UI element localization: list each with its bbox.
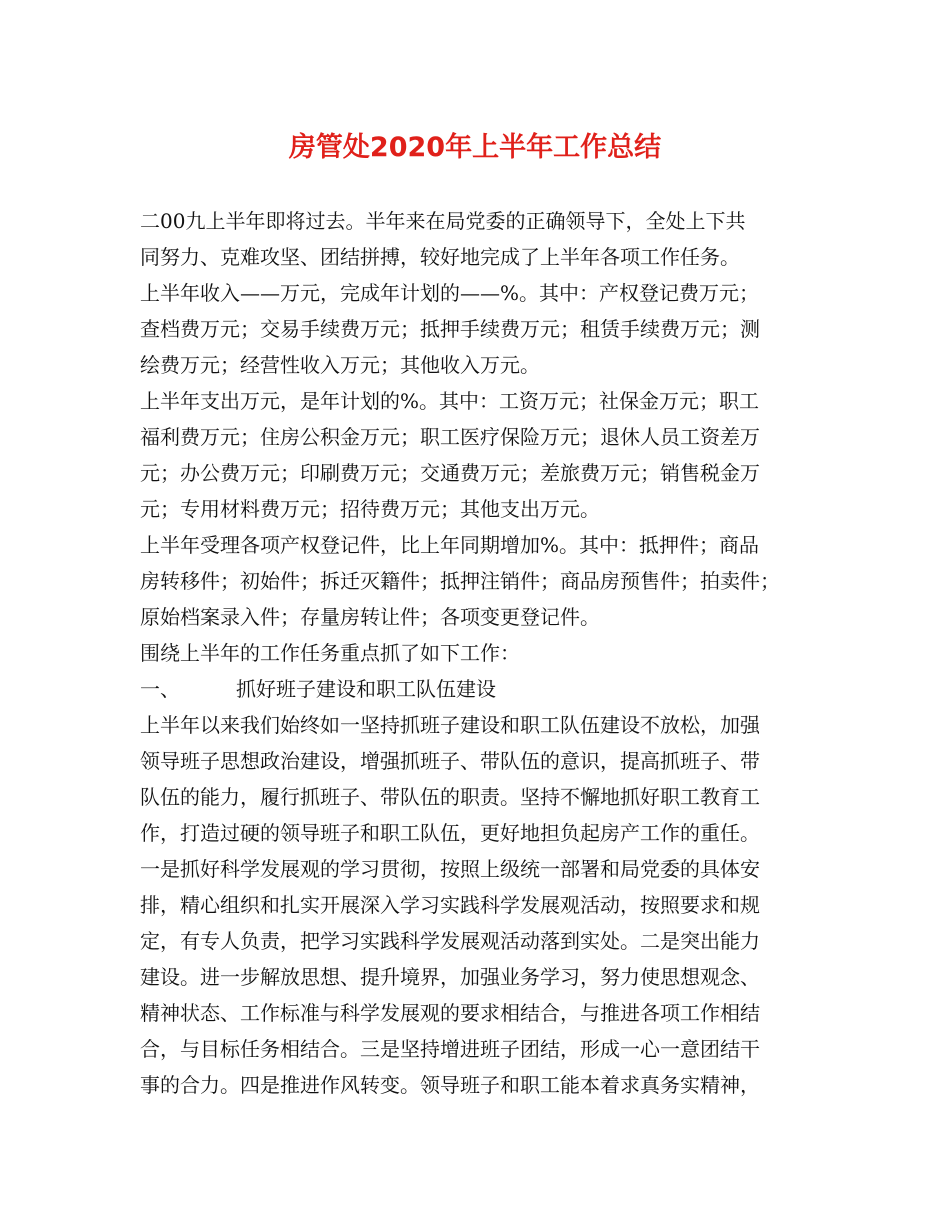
text-line: 上半年支出万元，是年计划的%。其中：工资万元；社保金万元；职工 <box>140 389 760 413</box>
text-line: 二00九上半年即将过去。半年来在局党委的正确领导下，全处上下共 <box>140 209 746 233</box>
text-line: 房转移件；初始件；拆迁灭籍件；抵押注销件；商品房预售件；拍卖件； <box>140 569 780 593</box>
text-line: 合，与目标任务相结合。三是坚持增进班子团结，形成一心一意团结干 <box>140 1037 760 1061</box>
text-line: 上半年收入——万元，完成年计划的——%。其中：产权登记费万元； <box>140 281 760 305</box>
text-line: 排，精心组织和扎实开展深入学习实践科学发展观活动，按照要求和规 <box>140 893 760 917</box>
text-line: 元；办公费万元；印刷费万元；交通费万元；差旅费万元；销售税金万 <box>140 461 760 485</box>
text-line: 一是抓好科学发展观的学习贯彻，按照上级统一部署和局党委的具体安 <box>140 857 760 881</box>
text-line: 同努力、克难攻坚、团结拼搏，较好地完成了上半年各项工作任务。 <box>140 245 740 269</box>
document-title: 房管处2020年上半年工作总结 <box>288 132 662 163</box>
text-line: 领导班子思想政治建设，增强抓班子、带队伍的意识，提高抓班子、带 <box>140 749 760 773</box>
text-line: 队伍的能力，履行抓班子、带队伍的职责。坚持不懈地抓好职工教育工 <box>140 785 760 809</box>
text-line: 围绕上半年的工作任务重点抓了如下工作： <box>140 641 520 665</box>
text-line: 上半年受理各项产权登记件，比上年同期增加%。其中：抵押件；商品 <box>140 533 760 557</box>
text-line: 元；专用材料费万元；招待费万元；其他支出万元。 <box>140 497 600 521</box>
section-number: 一、 <box>140 677 180 701</box>
text-line: 福利费万元；住房公积金万元；职工医疗保险万元；退休人员工资差万 <box>140 425 760 449</box>
section-heading <box>140 671 830 707</box>
text-line: 事的合力。四是推进作风转变。领导班子和职工能本着求真务实精神， <box>140 1073 760 1097</box>
section-heading-text: 抓好班子建设和职工队伍建设 <box>236 677 496 701</box>
text-line: 原始档案录入件；存量房转让件；各项变更登记件。 <box>140 605 600 629</box>
text-line: 精神状态、工作标准与科学发展观的要求相结合，与推进各项工作相结 <box>140 1001 760 1025</box>
text-line: 绘费万元；经营性收入万元；其他收入万元。 <box>140 353 540 377</box>
text-line: 查档费万元；交易手续费万元；抵押手续费万元；租赁手续费万元；测 <box>140 317 760 341</box>
text-line: 上半年以来我们始终如一坚持抓班子建设和职工队伍建设不放松，加强 <box>140 713 760 737</box>
text-line: 定，有专人负责，把学习实践科学发展观活动落到实处。二是突出能力 <box>140 929 760 953</box>
text-line: 建设。进一步解放思想、提升境界，加强业务学习，努力使思想观念、 <box>140 965 760 989</box>
document-body <box>140 203 830 1103</box>
text-line: 作，打造过硬的领导班子和职工队伍，更好地担负起房产工作的重任。 <box>140 821 760 845</box>
